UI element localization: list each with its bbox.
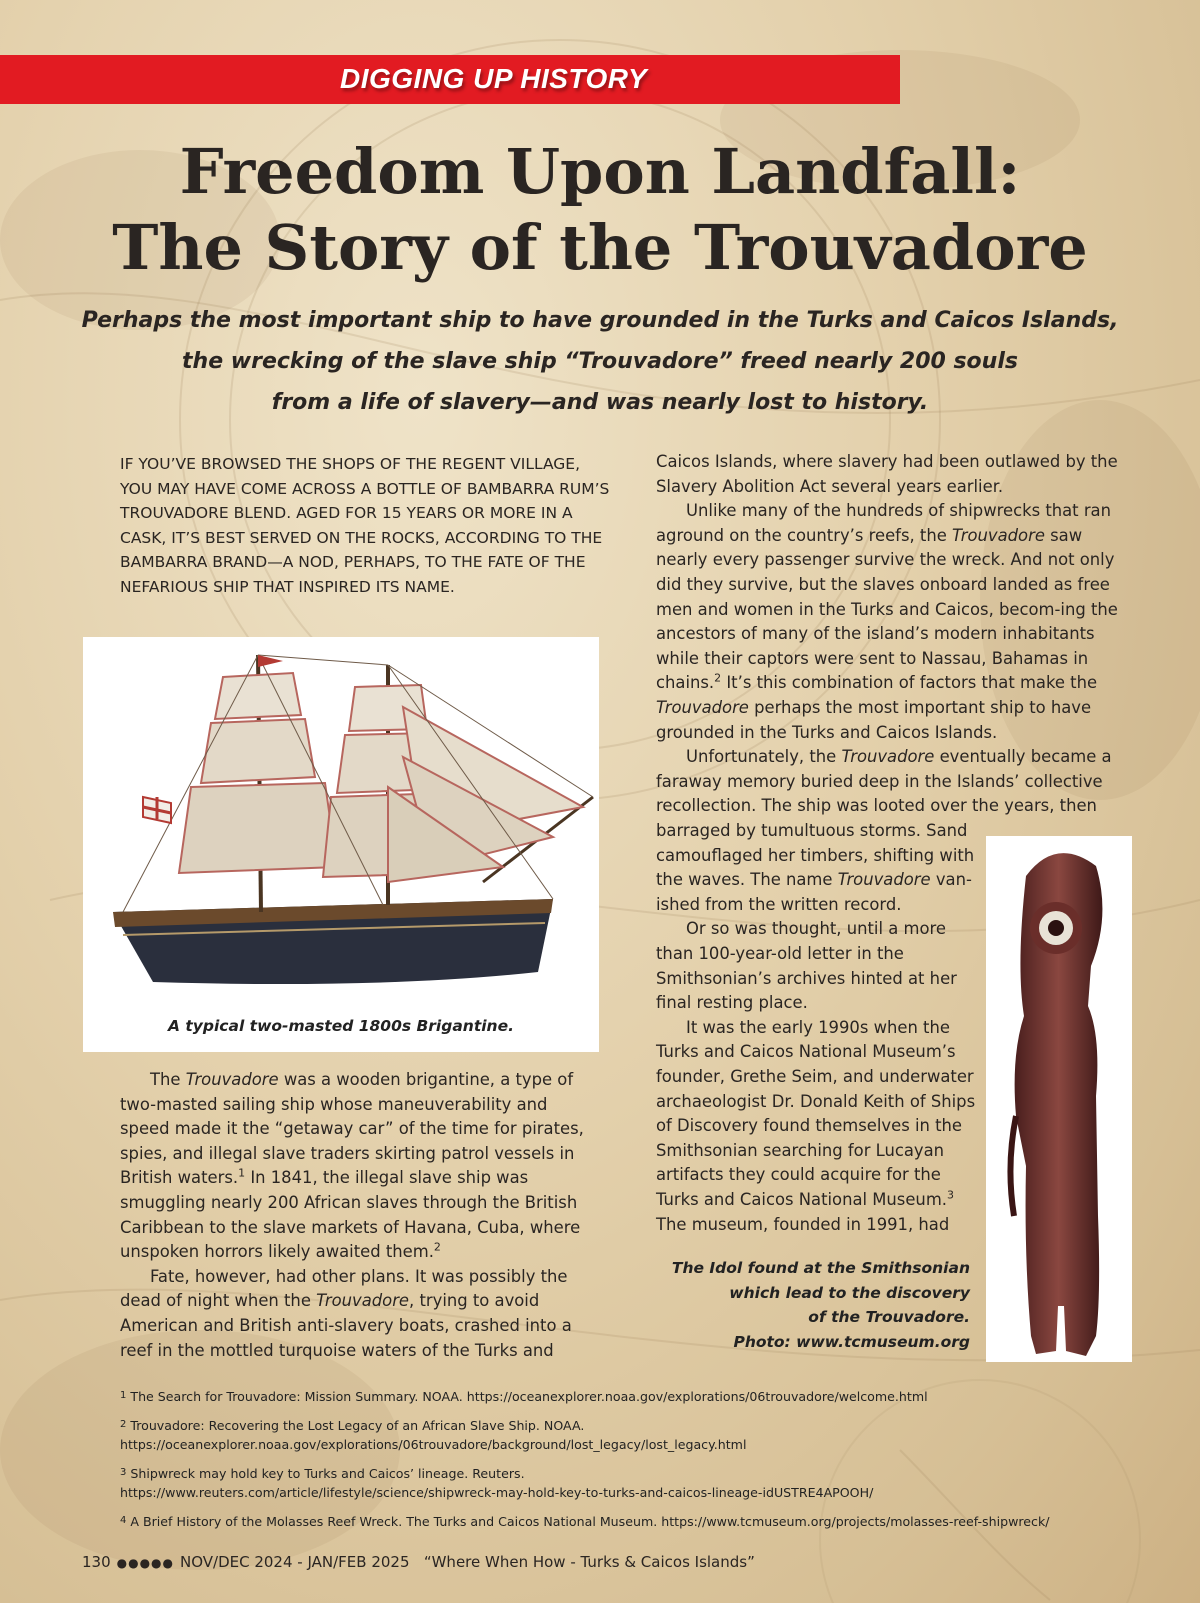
footnote: $^2$ Trouvadore: Recovering the Lost Legacy of an African Slave Ship. NOAA. https://oceanexplorer.noaa.gov/explorations/06trouvadore/background/lost_legacy/lost_legacy.html — [120, 1417, 747, 1452]
footnote-ref: 3 — [947, 1188, 954, 1202]
body-paragraph: The Trouvadore was a wooden brigantine, a type of two-masted sailing ship whose maneuverability and speed made it the “getaway car” of the time for pirates, spies, and illegal slave traders skirting patrol vessels in British waters.$^1$ In 1841, the illegal slave ship was smuggling nearly 200 African slaves through the British Caribbean to the slave markets of Havana, Cuba, where unspoken horrors likely awaited them.$^2$ — [120, 1070, 584, 1262]
body-paragraph: Or so was thought, until a more than 100-year-old letter in the Smithsonian’s archives hinted at her final resting place. — [656, 919, 957, 1013]
footnotes — [120, 1386, 1130, 1539]
ship-figure — [83, 637, 599, 1052]
deck-line-2: the wrecking of the slave ship “Trouvadore” freed nearly 200 souls — [182, 349, 1018, 374]
ship-caption: A typical two-masted 1800s Brigantine. — [167, 1017, 514, 1035]
idol-caption-line: The Idol found at the Smithsonian — [671, 1259, 970, 1277]
left-column-body — [120, 1068, 590, 1363]
idol-photo-credit: Photo: www.tcmuseum.org — [733, 1332, 970, 1351]
body-paragraph: It was the early 1990s when the Turks and Caicos National Museum’s founder, Grethe Seim, and underwater archaeologist Dr. Donald Keith of Ships of Discovery found themselves in the Smithsonian searching for Lucayan artifacts they could acquire for the Turks and Caicos National Museum.$^3$ The museum, founded in 1991, had — [656, 1017, 976, 1234]
section-banner — [0, 55, 900, 104]
body-paragraph: Caicos Islands, where slavery had been outlawed by the Slavery Abolition Act several years earlier. — [656, 452, 1118, 496]
title-line-2: The Story of the Trouvadore — [112, 211, 1088, 284]
footnote-ref: 2 — [433, 1240, 441, 1254]
intro-paragraph: IF YOU’VE BROWSED THE SHOPS OF THE REGENT VILLAGE, YOU MAY HAVE COME ACROSS A BOTTLE OF BAMBARRA RUM’S TROUVADORE BLEND. AGED FOR 15 YEARS OR MORE IN A CASK, IT’S BEST SERVED ON THE ROCKS, ACCORDING TO THE BAMBARRA BRAND—A NOD, PERHAPS, TO THE FATE OF THE NEFARIOUS SHIP THAT INSPIRED ITS NAME. — [120, 455, 610, 596]
article-deck — [60, 300, 1140, 423]
idol-figure — [986, 836, 1132, 1362]
section-label: DIGGING UP HISTORY — [340, 63, 648, 94]
body-paragraph: barraged by tumultuous storms. Sand camouflaged her timbers, shifting with the waves. The name Trouvadore van-ished from the written record. — [656, 821, 975, 914]
idol-caption-line: of the Trouvadore. — [808, 1308, 970, 1327]
publication-name: “Where When How - Turks & Caicos Islands” — [423, 1553, 755, 1571]
footnote: $^4$ A Brief History of the Molasses Reef Wreck. The Turks and Caicos National Museum. https://www.tcmuseum.org/projects/molasses-reef-shipwreck/ — [120, 1513, 1050, 1529]
right-column-body — [656, 450, 1126, 819]
idol-caption-line: which lead to the discovery — [729, 1283, 970, 1302]
body-paragraph: Unfortunately, the Trouvadore eventually became a faraway memory buried deep in the Islands’ collective recollection. The ship was looted over the years, then — [656, 747, 1112, 816]
page-number: 130 — [82, 1553, 111, 1571]
idol-caption — [620, 1256, 970, 1354]
article-title — [0, 134, 1200, 286]
page-footer — [82, 1553, 755, 1571]
footer-dots: ●●●●● — [116, 1556, 174, 1570]
body-paragraph: Unlike many of the hundreds of shipwrecks that ran aground on the country’s reefs, the Trouvadore saw nearly every passenger survive the wreck. And not only did they survive, but the slaves onboard landed as free men and women in the Turks and Caicos, becom-ing the ancestors of many of the island’s modern inhabitants while their captors were sent to Nassau, Bahamas in chains.$^2$ It’s this combination of factors that make the Trouvadore perhaps the most important ship to have grounded in the Turks and Caicos Islands. — [656, 501, 1118, 742]
idol-photo — [986, 836, 1132, 1362]
footnote: $^1$ The Search for Trouvadore: Mission Summary. NOAA. https://oceanexplorer.noaa.gov/explorations/06trouvadore/welcome.html — [120, 1389, 928, 1404]
footnote-ref: 2 — [714, 671, 722, 685]
deck-line-3: from a life of slavery—and was nearly lost to history. — [271, 390, 929, 415]
footnote-ref: 1 — [238, 1166, 246, 1180]
deck-line-1: Perhaps the most important ship to have grounded in the Turks and Caicos Islands, — [81, 308, 1119, 333]
title-line-1: Freedom Upon Landfall: — [179, 135, 1021, 208]
issue-date: NOV/DEC 2024 - JAN/FEB 2025 — [180, 1553, 410, 1571]
brigantine-illustration — [83, 637, 599, 1007]
right-column-body-narrow — [656, 819, 986, 1237]
body-paragraph: Fate, however, had other plans. It was possibly the dead of night when the Trouvadore, trying to avoid American and British anti-slavery boats, crashed into a reef in the mottled turquoise waters of the Turks and — [120, 1266, 572, 1360]
footnote: $^3$ Shipwreck may hold key to Turks and Caicos’ lineage. Reuters. https://www.reuters.com/article/lifestyle/science/shipwreck-may-hold-key-to-turks-and-caicos-lineage-idUSTRE4APOOH/ — [120, 1465, 874, 1500]
